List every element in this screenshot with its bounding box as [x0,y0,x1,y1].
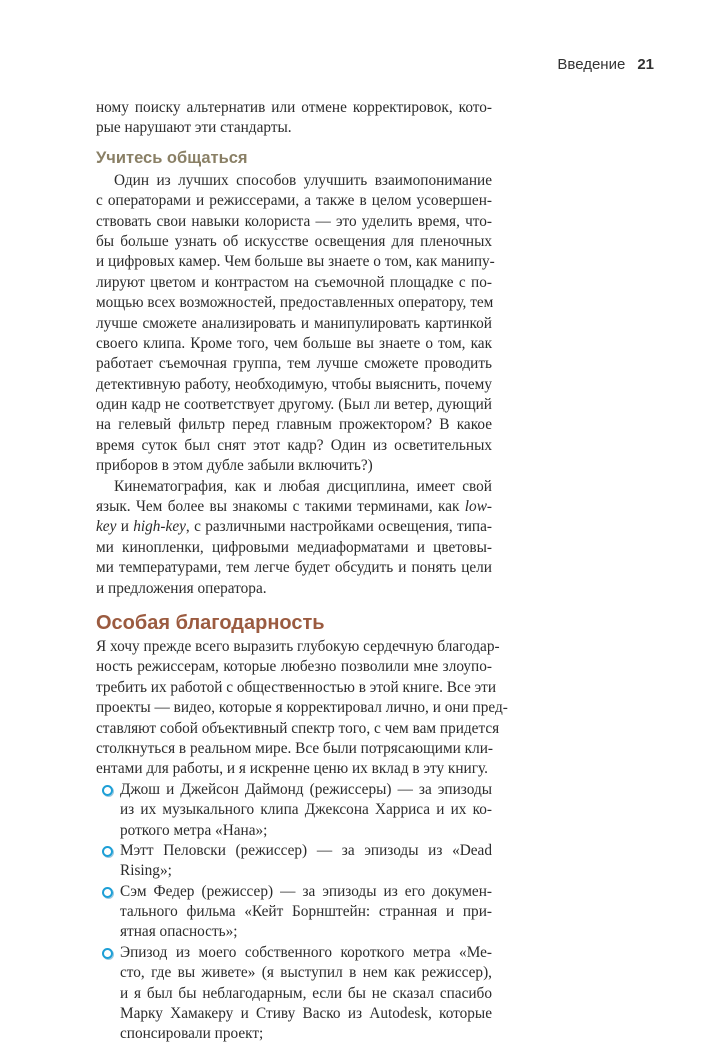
paragraph [96,637,508,780]
term-italic: key [96,518,117,536]
paragraph [96,171,495,477]
paragraph [96,477,492,599]
list-item [96,882,492,943]
list-item [96,780,492,841]
text-line: ность режиссерам, которые любезно позволили мне злоупо- [96,658,492,676]
circle-bullet-icon [102,887,113,898]
text-line: сто, где вы живете» (я выступил в нем как режиссер), [120,964,492,982]
text-line: и цифровых камер. Чем больше вы знаете о том, как манипу- [96,253,495,271]
text-line: и я был бы неблагодарным, если бы не сказал спасибо [120,984,492,1002]
text-line: тального фильма «Кейт Борнштейн: странная и при- [120,903,492,921]
text: и [116,518,134,536]
term-italic: high-key [133,518,186,536]
text-line: бы больше узнать об искусстве освещения для пленочных [96,232,492,250]
running-header [557,56,654,73]
text-line: на гелевый фильтр перед главным прожектором? В какое [96,416,492,434]
text-line: детективную работу, необходимую, чтобы выяснить, почему [96,375,492,393]
text-line: Марку Хамакеру и Стиву Васко из Autodesk, которые [120,1005,492,1023]
text-line: лучше сможете анализировать и манипулировать картинкой [96,314,492,332]
body-text [96,98,508,1045]
text-line: Мэтт Пеловски (режиссер) — за эпизоды из «Dead [120,841,492,859]
heading-thanks: Особая благодарность [96,611,325,634]
text-line [96,497,492,517]
text-line: рые нарушают эти стандарты. [96,119,292,137]
text-line: ентами для работы, и я искренне ценю их вклад в эту книгу. [96,760,488,778]
text: , с различными настройками освещения, типа- [185,518,492,536]
term-italic: low- [464,498,492,516]
subheading-communicate: Учитесь общаться [96,148,248,167]
list-item [96,841,492,882]
text-line: приборов в этом дубле забыли включить?) [96,457,373,475]
text-line: столкнуться в реальном мире. Все были потрясающими кли- [96,739,494,757]
section-title: Введение [557,56,626,73]
text-line: ми кинопленки, цифровыми медиаформатами и цветовы- [96,538,492,556]
circle-bullet-icon [102,785,113,796]
text-line: мощью всех возможностей, предоставленных оператору, тем [96,294,494,312]
text-line: ставляют собой объективный спектр того, с чем вам придется [96,719,500,737]
text-line: ствовать свои навыки колориста — это уделить время, что- [96,212,492,230]
text-line: требить их работой с общественностью в этой книге. Все эти [96,678,497,696]
text-line: ятная опасность»; [120,923,238,941]
text-line: время суток был снят этот кадр? Один из осветительных [96,436,492,454]
text-line [96,517,492,537]
text-line: Эпизод из моего собственного короткого метра «Ме- [120,943,492,961]
text-line: с операторами и режиссерами, а также в целом усовершен- [96,192,492,210]
text-line: Кинематография, как и любая дисциплина, имеет свой [114,477,492,495]
text-line: Один из лучших способов улучшить взаимопонимание [114,171,492,189]
text-line: проекты — видео, которые я корректировал лично, и они пред- [96,699,508,717]
circle-bullet-icon [102,948,113,959]
bullet-list [96,780,492,1045]
text-line: Я хочу прежде всего выразить глубокую сердечную благодар- [96,637,500,655]
text-line: один кадр не соответствует другому. (Был ли ветер, дующий [96,396,492,414]
text-line: лируют цветом и контрастом на съемочной площадке с по- [96,273,492,291]
page-number: 21 [637,56,654,73]
text-line: ному поиску альтернатив или отмене корректировок, кото- [96,99,492,116]
text-line: ми температурами, тем легче будет обсудить и понять цели [96,559,492,577]
text: язык. Чем более вы знакомы с такими терминами, как [96,498,465,516]
text-line: Джош и Джейсон Даймонд (режиссеры) — за эпизоды [120,780,492,798]
text-line: работает съемочная группа, тем лучше сможете проводить [96,355,492,373]
text-line: роткого метра «Нана»; [120,821,268,839]
text-line: спонсировали проект; [120,1025,264,1043]
text-line: своего клипа. Кроме того, чем больше вы знаете о том, как [96,334,492,352]
list-item [96,943,492,1045]
text-line: из их музыкального клипа Джексона Харриса и их ко- [120,801,492,819]
circle-bullet-icon [102,846,113,857]
text-line: Rising»; [120,862,172,880]
paragraph [96,98,492,139]
text-line: и предложения оператора. [96,579,267,597]
text-line: Сэм Федер (режиссер) — за эпизоды из его докумен- [120,882,492,900]
